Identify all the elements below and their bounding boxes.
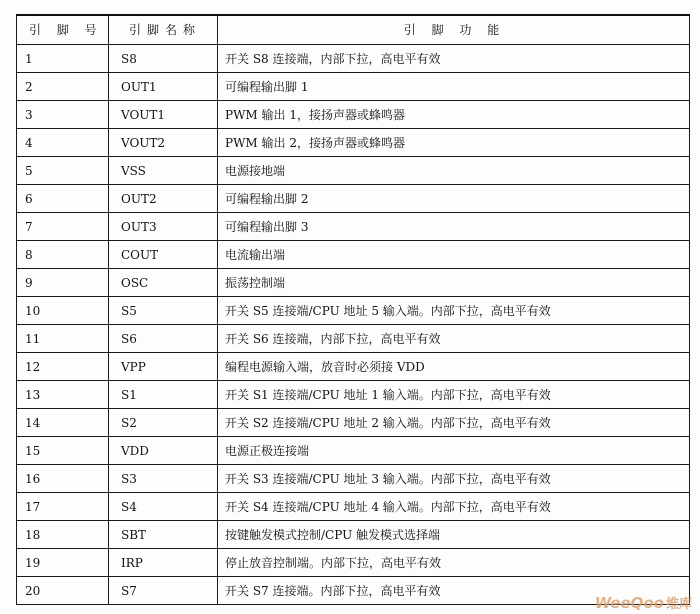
pin-name-cell: VSS <box>109 157 218 185</box>
pin-number-cell: 11 <box>17 325 109 353</box>
pin-function-cell: 编程电源输入端，放音时必须接 VDD <box>218 353 690 381</box>
pin-function-cell: 开关 S8 连接端，内部下拉，高电平有效 <box>218 45 690 73</box>
pin-number-cell: 10 <box>17 297 109 325</box>
pin-name-cell: VOUT2 <box>109 129 218 157</box>
pin-name-cell: S3 <box>109 465 218 493</box>
pin-name-cell: VOUT1 <box>109 101 218 129</box>
table-row <box>17 129 690 157</box>
pin-function-cell: 开关 S3 连接端/CPU 地址 3 输入端。内部下拉，高电平有效 <box>218 465 690 493</box>
pin-number-cell: 4 <box>17 129 109 157</box>
pin-number-cell: 15 <box>17 437 109 465</box>
pin-function-cell: 开关 S1 连接端/CPU 地址 1 输入端。内部下拉，高电平有效 <box>218 381 690 409</box>
pin-number-cell: 6 <box>17 185 109 213</box>
pin-function-cell: PWM 输出 1，接扬声器或蜂鸣器 <box>218 101 690 129</box>
pin-function-cell: 电流输出端 <box>218 241 690 269</box>
pin-name-cell: S6 <box>109 325 218 353</box>
table-row <box>17 269 690 297</box>
pin-number-cell: 9 <box>17 269 109 297</box>
pin-function-cell: 振荡控制端 <box>218 269 690 297</box>
pin-function-cell: 可编程输出脚 3 <box>218 213 690 241</box>
site-watermark <box>595 593 692 612</box>
pin-function-table <box>16 14 690 605</box>
pin-name-cell: S8 <box>109 45 218 73</box>
pin-function-cell: 开关 S4 连接端/CPU 地址 4 输入端。内部下拉，高电平有效 <box>218 493 690 521</box>
pin-number-cell: 17 <box>17 493 109 521</box>
pin-number-cell: 3 <box>17 101 109 129</box>
pin-name-cell: OUT3 <box>109 213 218 241</box>
pin-number-cell: 2 <box>17 73 109 101</box>
pin-number-cell: 16 <box>17 465 109 493</box>
table-row <box>17 521 690 549</box>
table-row <box>17 381 690 409</box>
pin-name-cell: VDD <box>109 437 218 465</box>
table-row <box>17 437 690 465</box>
pin-function-cell: 按键触发模式控制/CPU 触发模式选择端 <box>218 521 690 549</box>
pin-function-cell: 可编程输出脚 1 <box>218 73 690 101</box>
pin-name-cell: SBT <box>109 521 218 549</box>
table-header-row <box>17 15 690 45</box>
pin-function-cell: 可编程输出脚 2 <box>218 185 690 213</box>
pin-name-cell: OUT1 <box>109 73 218 101</box>
table-row <box>17 213 690 241</box>
table-row <box>17 73 690 101</box>
pin-number-cell: 12 <box>17 353 109 381</box>
pin-name-cell: VPP <box>109 353 218 381</box>
pin-number-cell: 7 <box>17 213 109 241</box>
header-pin-name: 引脚名称 <box>109 15 218 45</box>
pin-number-cell: 14 <box>17 409 109 437</box>
pin-name-cell: S4 <box>109 493 218 521</box>
table-row <box>17 101 690 129</box>
pin-name-cell: S7 <box>109 577 218 605</box>
pin-name-cell: S5 <box>109 297 218 325</box>
table-row <box>17 157 690 185</box>
pin-function-cell: 开关 S2 连接端/CPU 地址 2 输入端。内部下拉，高电平有效 <box>218 409 690 437</box>
table-body <box>17 45 690 605</box>
pin-function-cell: 停止放音控制端。内部下拉，高电平有效 <box>218 549 690 577</box>
pin-number-cell: 18 <box>17 521 109 549</box>
pin-function-cell: 开关 S6 连接端，内部下拉，高电平有效 <box>218 325 690 353</box>
pin-name-cell: OUT2 <box>109 185 218 213</box>
pin-name-cell: IRP <box>109 549 218 577</box>
table-row <box>17 45 690 73</box>
table-row <box>17 353 690 381</box>
pin-name-cell: OSC <box>109 269 218 297</box>
table-row <box>17 297 690 325</box>
pin-number-cell: 5 <box>17 157 109 185</box>
pin-function-cell: 开关 S5 连接端/CPU 地址 5 输入端。内部下拉，高电平有效 <box>218 297 690 325</box>
pin-function-cell: PWM 输出 2，接扬声器或蜂鸣器 <box>218 129 690 157</box>
pin-number-cell: 20 <box>17 577 109 605</box>
table-row <box>17 549 690 577</box>
table-row <box>17 409 690 437</box>
table-row <box>17 577 690 605</box>
watermark-latin: WeeQoo <box>594 594 664 612</box>
pin-number-cell: 13 <box>17 381 109 409</box>
watermark-chinese: 维库 <box>665 597 692 612</box>
pin-name-cell: S1 <box>109 381 218 409</box>
table-row <box>17 185 690 213</box>
table-row <box>17 465 690 493</box>
pin-number-cell: 8 <box>17 241 109 269</box>
pin-number-cell: 19 <box>17 549 109 577</box>
table-row <box>17 241 690 269</box>
header-pin-number: 引 脚 号 <box>17 15 109 45</box>
table-row <box>17 325 690 353</box>
pin-name-cell: COUT <box>109 241 218 269</box>
pin-number-cell: 1 <box>17 45 109 73</box>
pin-function-cell: 电源接地端 <box>218 157 690 185</box>
table-row <box>17 493 690 521</box>
pin-function-cell: 电源正极连接端 <box>218 437 690 465</box>
header-pin-function: 引 脚 功 能 <box>218 15 690 45</box>
pin-function-cell: 开关 S7 连接端。内部下拉，高电平有效 <box>218 577 690 605</box>
pin-name-cell: S2 <box>109 409 218 437</box>
